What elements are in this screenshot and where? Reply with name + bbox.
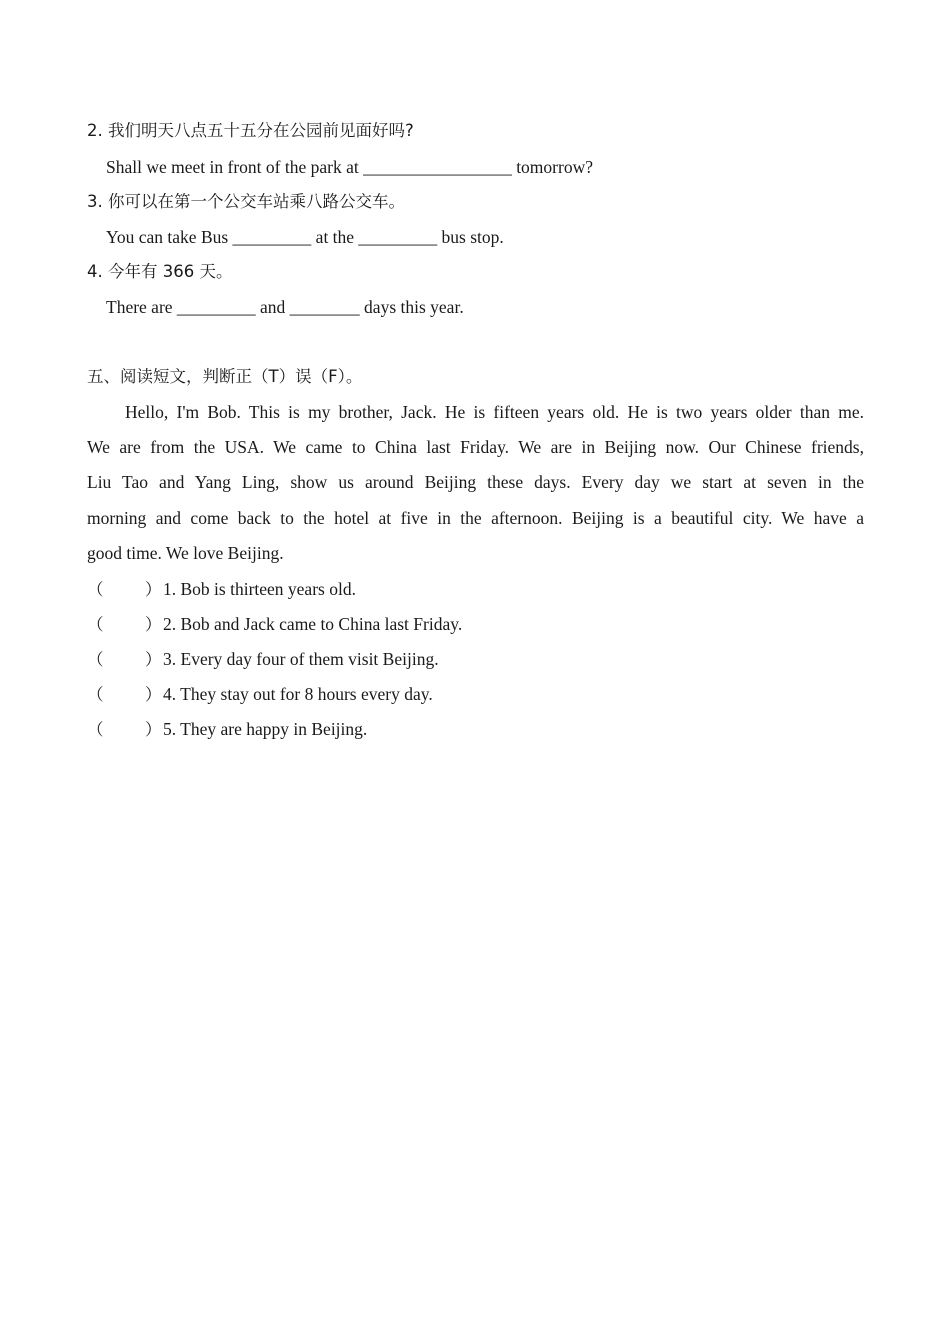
answer-paren-open: （ xyxy=(87,650,104,669)
q2-chinese: 2. 我们明天八点五十五分在公园前见面好吗? xyxy=(87,121,414,140)
answer-paren-open: （ xyxy=(87,720,104,739)
tf-item-4 xyxy=(87,682,433,707)
tf-statement: 2. Bob and Jack came to China last Friday. xyxy=(163,614,463,634)
q3-chinese: 3. 你可以在第一个公交车站乘八路公交车。 xyxy=(87,192,405,211)
q4-english: There are _________ and ________ days this year. xyxy=(106,297,464,317)
answer-paren-open: （ xyxy=(87,615,104,634)
passage-line: Liu Tao and Yang Ling, show us around Beijing these days. Every day we start at seven in the xyxy=(87,472,864,493)
answer-paren-close: ） xyxy=(145,685,162,704)
answer-paren-open: （ xyxy=(87,580,104,599)
q4-chinese: 4. 今年有 366 天。 xyxy=(87,262,233,281)
answer-paren-close: ） xyxy=(145,615,162,634)
q2-english: Shall we meet in front of the park at _________________ tomorrow? xyxy=(106,157,593,177)
tf-item-2 xyxy=(87,612,462,637)
tf-statement: 4. They stay out for 8 hours every day. xyxy=(163,684,433,704)
q3-english: You can take Bus _________ at the _________ bus stop. xyxy=(106,227,504,247)
answer-paren-close: ） xyxy=(145,720,162,739)
tf-statement: 1. Bob is thirteen years old. xyxy=(163,579,356,599)
passage-line: Hello, I'm Bob. This is my brother, Jack. He is fifteen years old. He is two years older than me. xyxy=(125,402,864,422)
tf-statement: 5. They are happy in Beijing. xyxy=(163,719,368,739)
passage-line: good time. We love Beijing. xyxy=(87,542,284,563)
answer-paren-open: （ xyxy=(87,685,104,704)
answer-paren-close: ） xyxy=(145,650,162,669)
reading-passage xyxy=(87,400,864,576)
tf-item-3 xyxy=(87,647,439,672)
passage-line: morning and come back to the hotel at five in the afternoon. Beijing is a beautiful city. We have a xyxy=(87,507,864,528)
tf-statement: 3. Every day four of them visit Beijing. xyxy=(163,649,439,669)
tf-item-5 xyxy=(87,717,367,742)
tf-item-1 xyxy=(87,577,356,602)
passage-line: We are from the USA. We came to China last Friday. We are in Beijing now. Our Chinese friends, xyxy=(87,437,864,458)
answer-paren-close: ） xyxy=(145,580,162,599)
section5-title: 五、阅读短文，判断正（T）误（F）。 xyxy=(87,367,363,386)
